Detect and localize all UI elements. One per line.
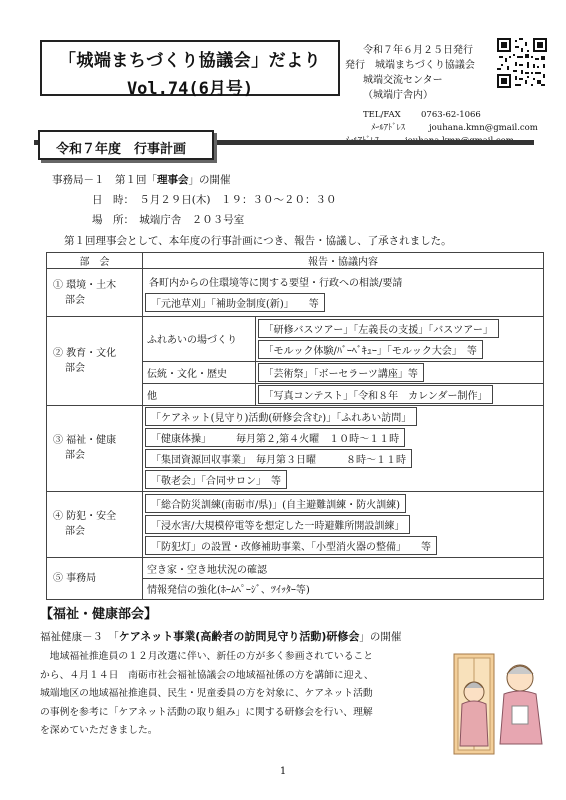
mail-address-link[interactable]: jouhana.kmn@gmail.com — [429, 123, 538, 133]
newsletter-title-box — [40, 40, 340, 99]
page-number: 1 — [279, 766, 287, 777]
publisher-center: 城端交流センター — [363, 75, 443, 86]
table-header-content: 報告・協議内容 — [143, 253, 544, 269]
welfare-body: 地域福祉推進員の１２月改選に伴い、新任の方が多く参画されていること から、４月１４日 南砺市社会福祉協議会の地域福祉係の方を講師に迎え、 城端地区の地域福祉推進員、民生・児童委員の方を対象に、ケアネット活動 の事例を参考に「ケアネット活動の取り組み」に関する研修会を行い、理解 を深めていただきました。 — [40, 651, 374, 736]
dept-cell: ④ 防犯・安全 部会 — [47, 491, 143, 557]
table-header-dept: 部 会 — [47, 253, 143, 269]
table-row — [47, 405, 544, 491]
plan-table — [46, 252, 544, 600]
content-cell: 「ケアネット(見守り)活動(研修会含む)」「ふれあい訪問」 「健康体操」 毎月第２,第４火曜 １０時～１１時 「集団資源回収事業」 毎月第３日曜 ８時～１１時 「敬老会」「合同サロン」 等 — [143, 405, 544, 491]
content-cell: ふれあいの場づくり 「研修バスツアー」「左義長の支援」「バスツアー」 「モルック体験/ﾊﾞｰﾍﾞｷｭｰ」「モルック大会」 等 伝統・文化・歴史 「芸術祭」「ボーセラーツ講座」等 他 「写真コンテスト」「令和８年 カレンダー制作」 — [143, 317, 544, 406]
table-header-row — [47, 253, 544, 269]
newsletter-title: 「城端まちづくり協議会」だより — [58, 51, 322, 71]
issue-date: 令和７年６月２５日発行 — [363, 45, 473, 56]
meeting-item: 事務局－１ 第１回「理事会」の開催 — [52, 174, 231, 186]
welfare-heading: 【福祉・健康部会】 — [40, 607, 158, 622]
section-title: 令和７年度 行事計画 — [38, 130, 214, 160]
dept-cell: ② 教育・文化 部会 — [47, 317, 143, 406]
publisher-center-note: （城端庁舎内） — [363, 90, 433, 101]
dept-cell: ③ 福祉・健康 部会 — [47, 405, 143, 491]
meeting-summary: 第１回理事会として、本年度の行事計画につき、報告・協議し、了承されました。 — [64, 235, 452, 247]
meeting-date: 日 時： ５月２９日(木) １９：３０～２０：３０ — [92, 194, 337, 206]
tel-label: TEL/FAX — [363, 110, 401, 120]
meeting-place: 場 所： 城端庁舎 ２０３号室 — [92, 214, 245, 226]
content-cell: 各町内からの住環境等に関する要望・行政への相談/要請 「元池草刈」「補助金制度(新)」 等 — [143, 269, 544, 317]
table-row — [47, 557, 544, 599]
newsletter-volume: Vol.74(6月号) — [126, 79, 254, 99]
publisher: 発行 城端まちづくり協議会 — [345, 60, 475, 71]
content-cell: 空き家・空き地状況の確認 情報発信の強化(ﾎｰﾑﾍﾟｰｼﾞ、ﾂｲｯﾀｰ等) — [143, 557, 544, 599]
table-row — [47, 269, 544, 317]
home-visit-illustration-icon — [452, 648, 552, 758]
dept-cell: ⑤ 事務局 — [47, 557, 143, 599]
tel-value: 0763-62-1066 — [421, 110, 481, 120]
qr-code-icon — [497, 38, 547, 88]
table-row — [47, 317, 544, 406]
table-row — [47, 491, 544, 557]
issuer-block — [345, 43, 495, 103]
content-cell: 「総合防災訓練(南砺市/県)」(自主避難訓練・防火訓練) 「浸水害/大規模停電等を想定した一時避難所開設訓練」 「防犯灯」の設置・改修補助事業、「小型消火器の整備」 等 — [143, 491, 544, 557]
mail-label: ﾒｰﾙｱﾄﾞﾚｽ — [371, 123, 406, 133]
dept-cell: ① 環境・土木 部会 — [47, 269, 143, 317]
welfare-subheading: 福祉健康－３ 「ケアネット事業(高齢者の訪問見守り活動)研修会」の開催 — [40, 630, 402, 643]
